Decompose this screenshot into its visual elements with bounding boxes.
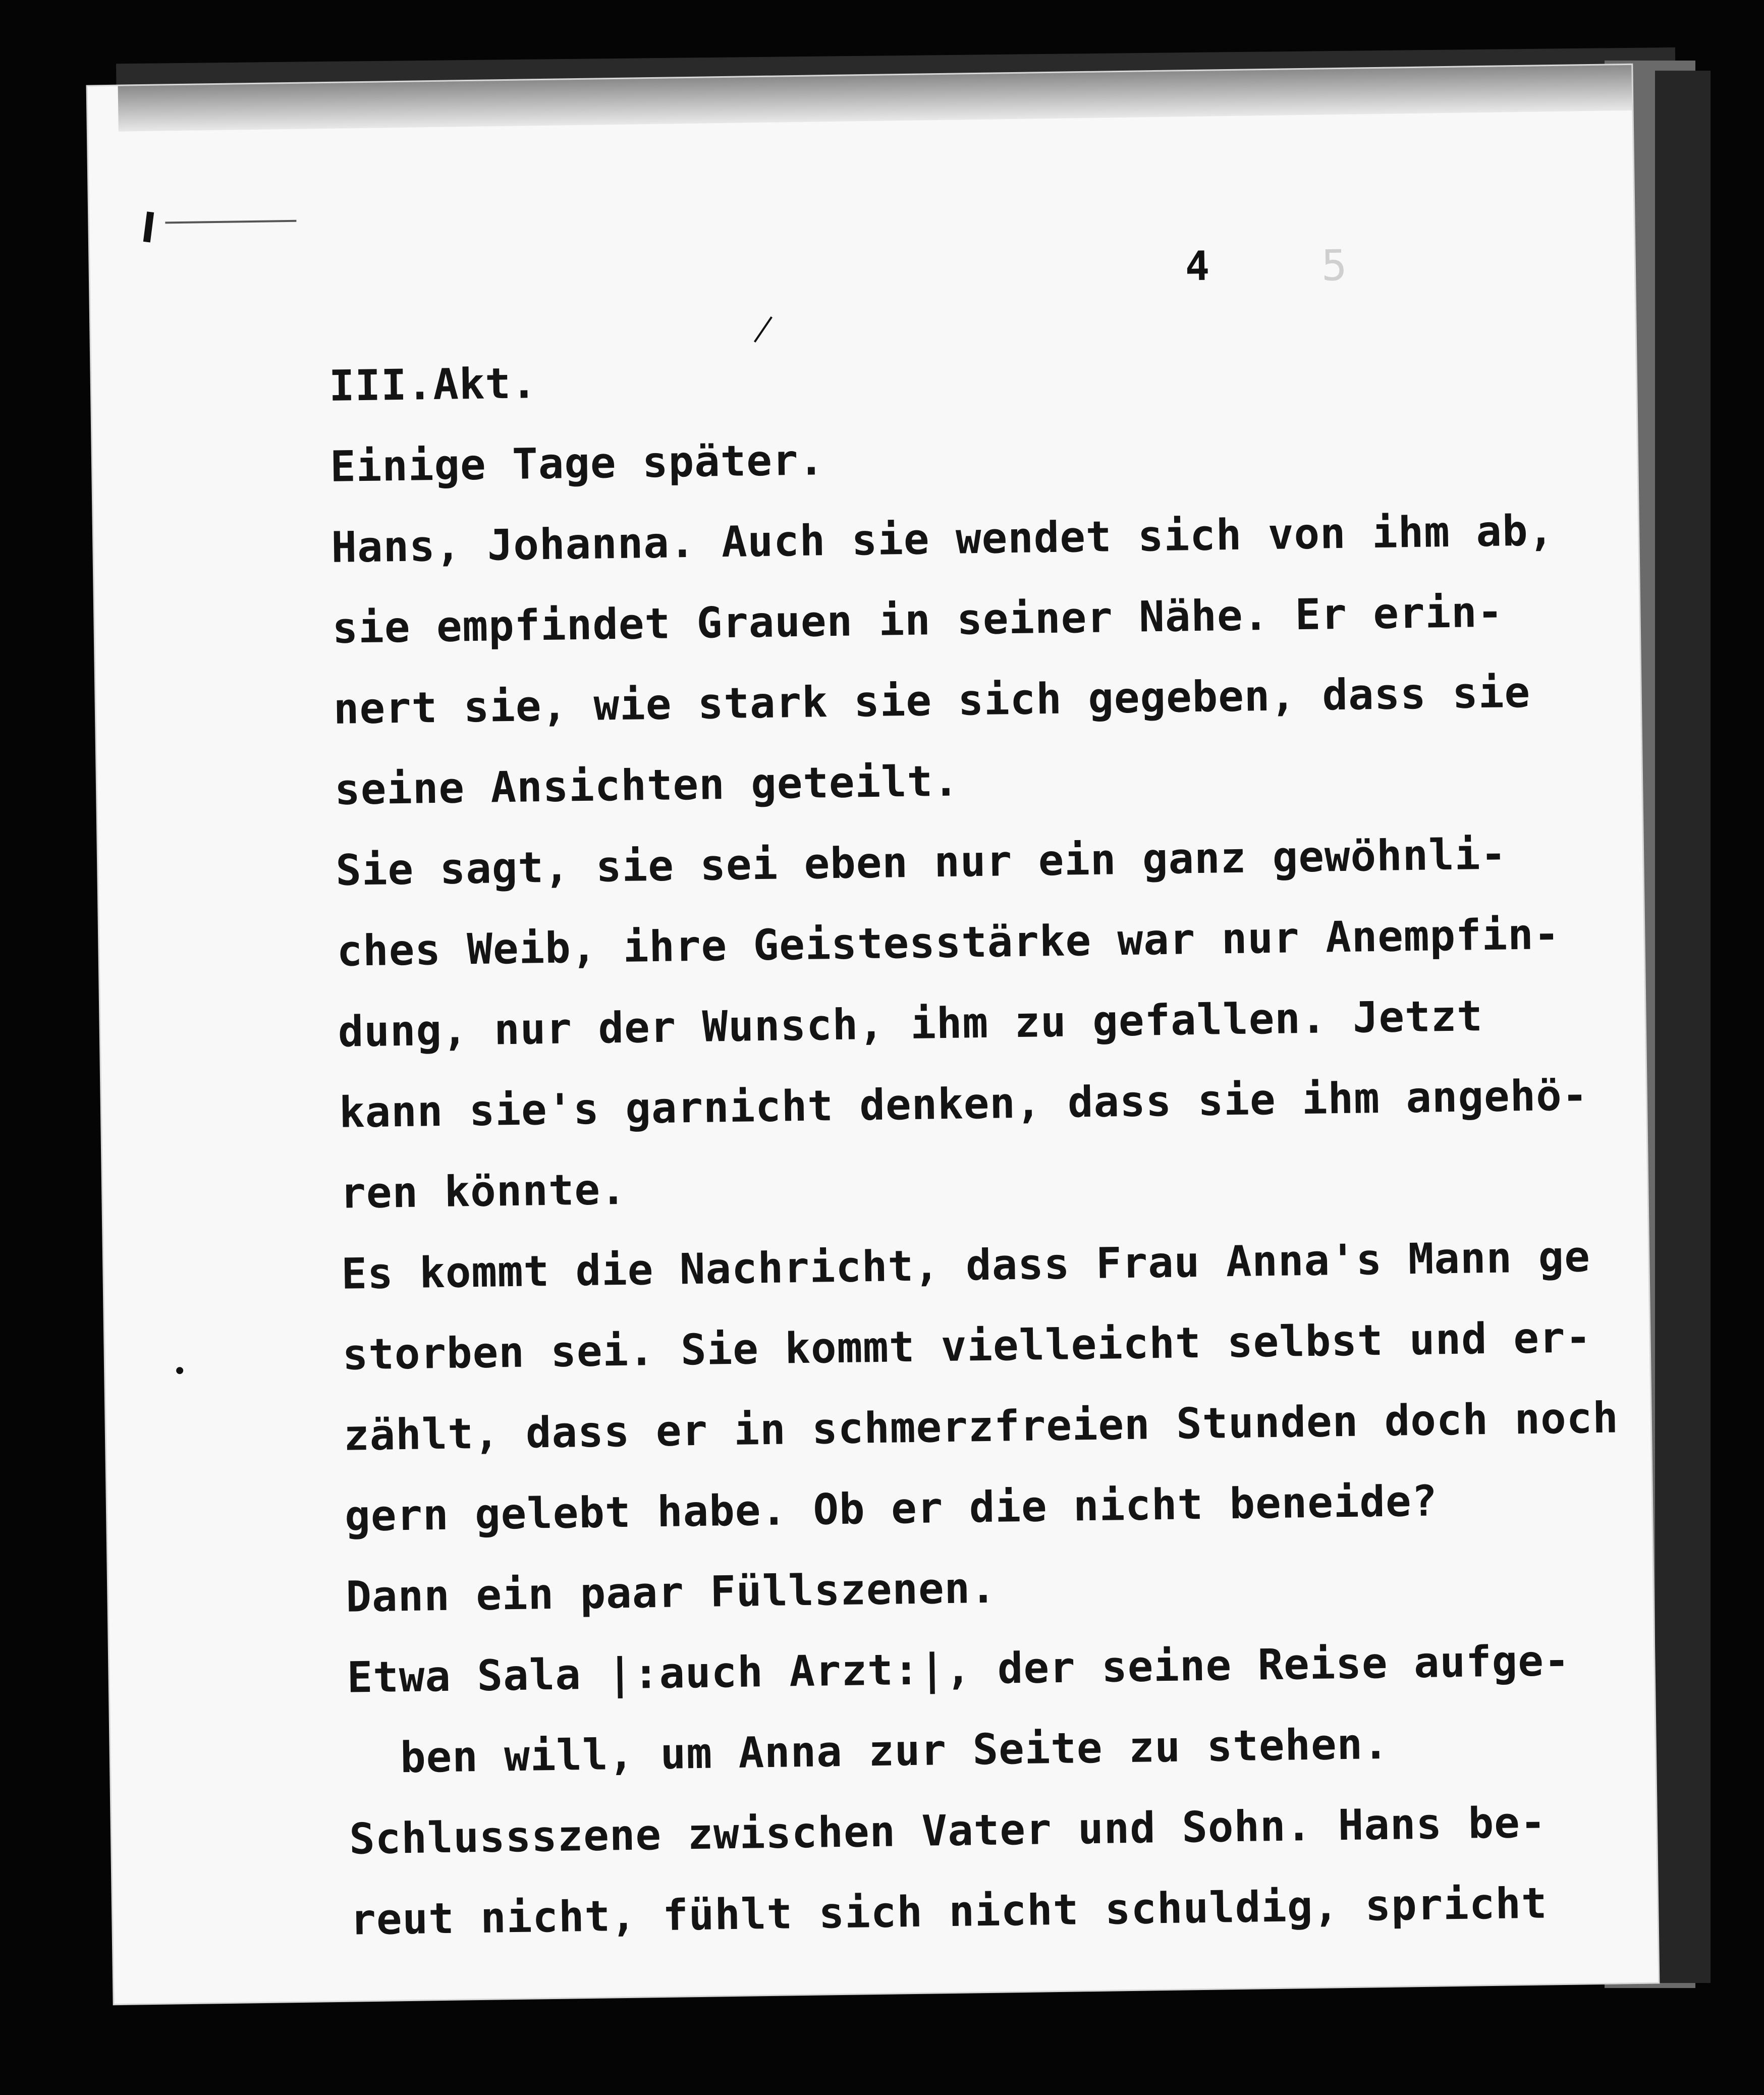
text-line: zählt, dass er in schmerzfreien Stunden doch noch xyxy=(343,1393,1619,1460)
ink-mark xyxy=(143,211,154,242)
text-line: ben will, um Anna zur Seite zu stehen. xyxy=(348,1719,1390,1783)
page-number: 4 xyxy=(1185,242,1210,290)
text-line: III.Akt. xyxy=(328,358,538,411)
pencil-line xyxy=(165,220,296,224)
text-line: dung, nur der Wunsch, ihm zu gefallen. Jetzt xyxy=(338,991,1483,1057)
text-line: ren könnte. xyxy=(340,1164,627,1218)
text-line: storben sei. Sie kommt vielleicht selbst und er- xyxy=(342,1312,1592,1380)
text-line: kann sie's garnicht denken, dass sie ihm angehö- xyxy=(339,1070,1588,1137)
back-sheet-shadow xyxy=(1655,71,1711,1983)
ink-dot xyxy=(176,1367,183,1374)
text-line: Dann ein paar Füllszenen. xyxy=(345,1563,997,1622)
text-line: Schlussszene zwischen Vater und Sohn. Hans be- xyxy=(349,1797,1547,1864)
text-line: nert sie, wie stark sie sich gegeben, dass sie xyxy=(333,667,1531,734)
typewritten-page xyxy=(88,65,1659,2004)
text-line: Sie sagt, sie sei eben nur ein ganz gewöhnli- xyxy=(335,829,1507,895)
text-line: Es kommt die Nachricht, dass Frau Anna's Mann ge xyxy=(341,1232,1591,1299)
text-line: Einige Tage später. xyxy=(329,435,825,491)
text-line: Hans, Johanna. Auch sie wendet sich von ihm ab, xyxy=(330,506,1555,572)
text-body xyxy=(328,328,1619,1960)
text-line: sie empfindet Grauen in seiner Nähe. Er erin- xyxy=(332,587,1504,653)
ghost-page-number: 5 xyxy=(1321,240,1348,291)
pencil-tick xyxy=(754,316,773,343)
text-line: seine Ansichten geteilt. xyxy=(334,756,960,814)
text-line: reut nicht, fühlt sich nicht schuldig, spricht xyxy=(350,1878,1548,1945)
text-line: ches Weib, ihre Geistesstärke war nur Anempfin- xyxy=(336,909,1560,976)
text-line: Etwa Sala |:auch Arzt:|, der seine Reise aufge- xyxy=(347,1635,1571,1702)
text-line: gern gelebt habe. Ob er die nicht beneide? xyxy=(344,1476,1438,1541)
